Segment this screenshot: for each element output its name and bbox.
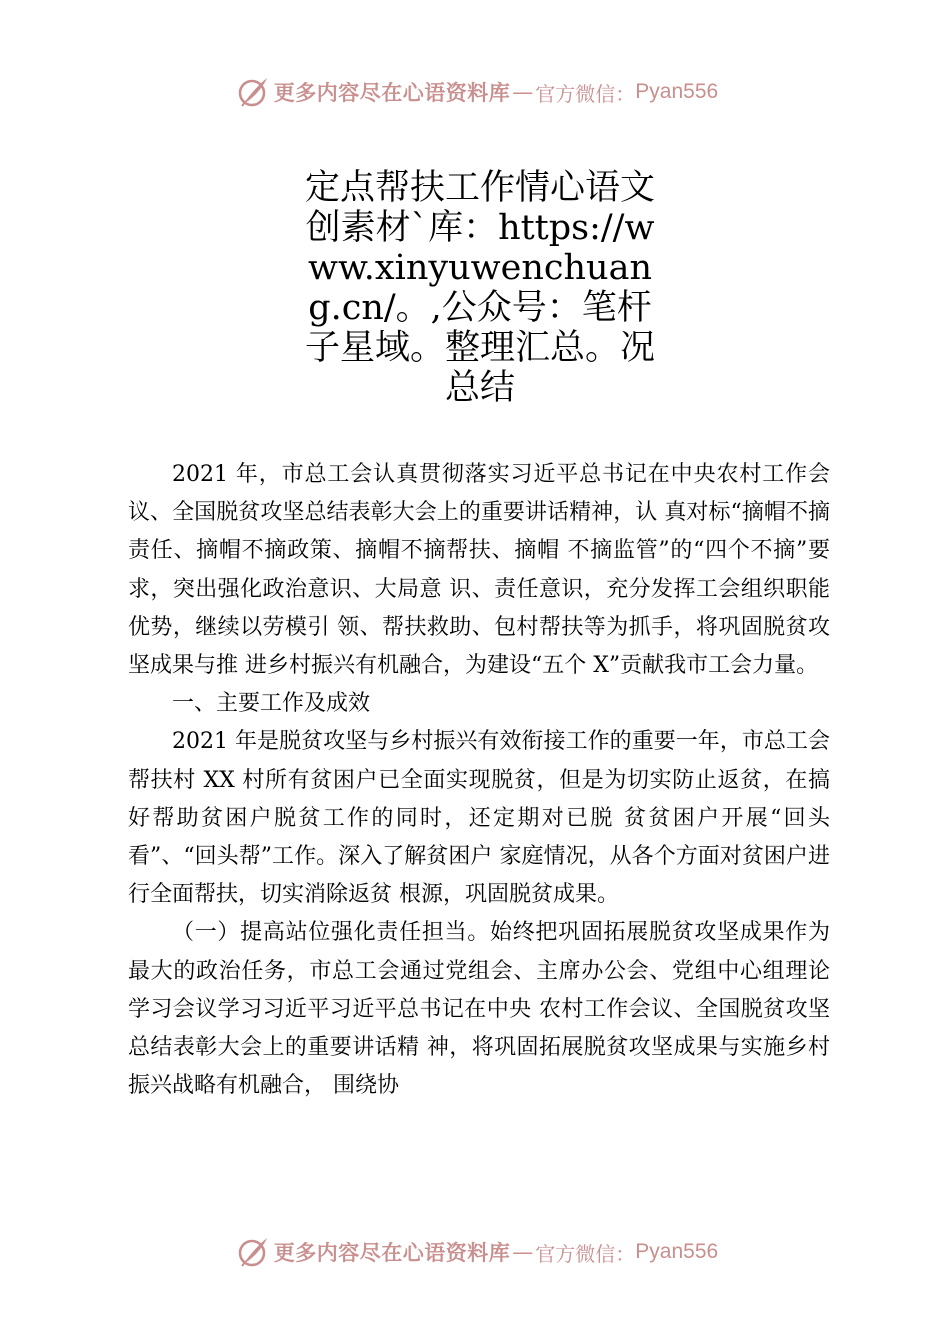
watermark-separator: — [512,80,534,104]
quill-logo-icon [236,75,270,109]
watermark-sub-text: 官方微信： [535,1241,636,1266]
paragraph-overview: 2021 年是脱贫攻坚与乡村振兴有效衔接工作的重要一年，市总工会帮扶村 XX 村所有贫困户已全面实现脱贫，但是为切实防止返贫，在搞好帮助贫困户脱贫工作的同时，还定期对已脱 贫贫困户开展“回头看”、“回头帮”工作。深入了解贫困户 家庭情况，从各个方面对贫困户进行全面帮扶，切实消除返贫 根源，巩固脱贫成果。 [128,729,830,908]
watermark-wechat-id: Pyan556 [635,1240,719,1263]
watermark-separator: — [512,1240,534,1264]
paragraph-intro: 2021 年，市总工会认真贯彻落实习近平总书记在中央农村工作会议、全国脱贫攻坚总结表彰大会上的重要讲话精神，认 真对标“摘帽不摘责任、摘帽不摘政策、摘帽不摘帮扶、摘帽 不摘监管”的“四个不摘”要求，突出强化政治意识、大局意 识、责任意识，充分发挥工会组织职能优势，继续以劳模引 领、帮扶救助、包村帮扶等为抓手，将巩固脱贫攻坚成果与推 进乡村振兴有机融合，为建设“五个 X”贡献我市工会力量。 [128,462,830,679]
watermark-wechat-id: Pyan556 [635,80,719,103]
watermark-footer-content [232,1235,718,1269]
watermark-main-text: 更多内容尽在心语资料库 [273,1240,511,1265]
quill-logo-icon [236,1235,270,1269]
section-heading: 一、主要工作及成效 [172,691,371,717]
watermark-main-text: 更多内容尽在心语资料库 [273,80,511,105]
document-body [128,456,830,1105]
paragraph-item-one: （一）提高站位强化责任担当。始终把巩固拓展脱贫攻坚成果作为最大的政治任务，市总工会通过党组会、主席办公会、党组中心组理论学习会议学习习近平习近平总书记在中央 农村工作会议、全国脱贫攻坚总结表彰大会上的重要讲话精 神，将巩固拓展脱贫攻坚成果与实施乡村振兴战略有机融合， 围绕协 [128,920,830,1099]
document-title: 定点帮扶工作情心语文创素材`库：https://www.xinyuwenchuang.cn/。,公众号：笔杆子星域。整理汇总。况总结 [304,168,655,408]
watermark-sub-text: 官方微信： [535,81,636,106]
watermark-header-content [232,75,718,109]
watermark-footer [0,1232,950,1272]
watermark-header [0,72,950,112]
